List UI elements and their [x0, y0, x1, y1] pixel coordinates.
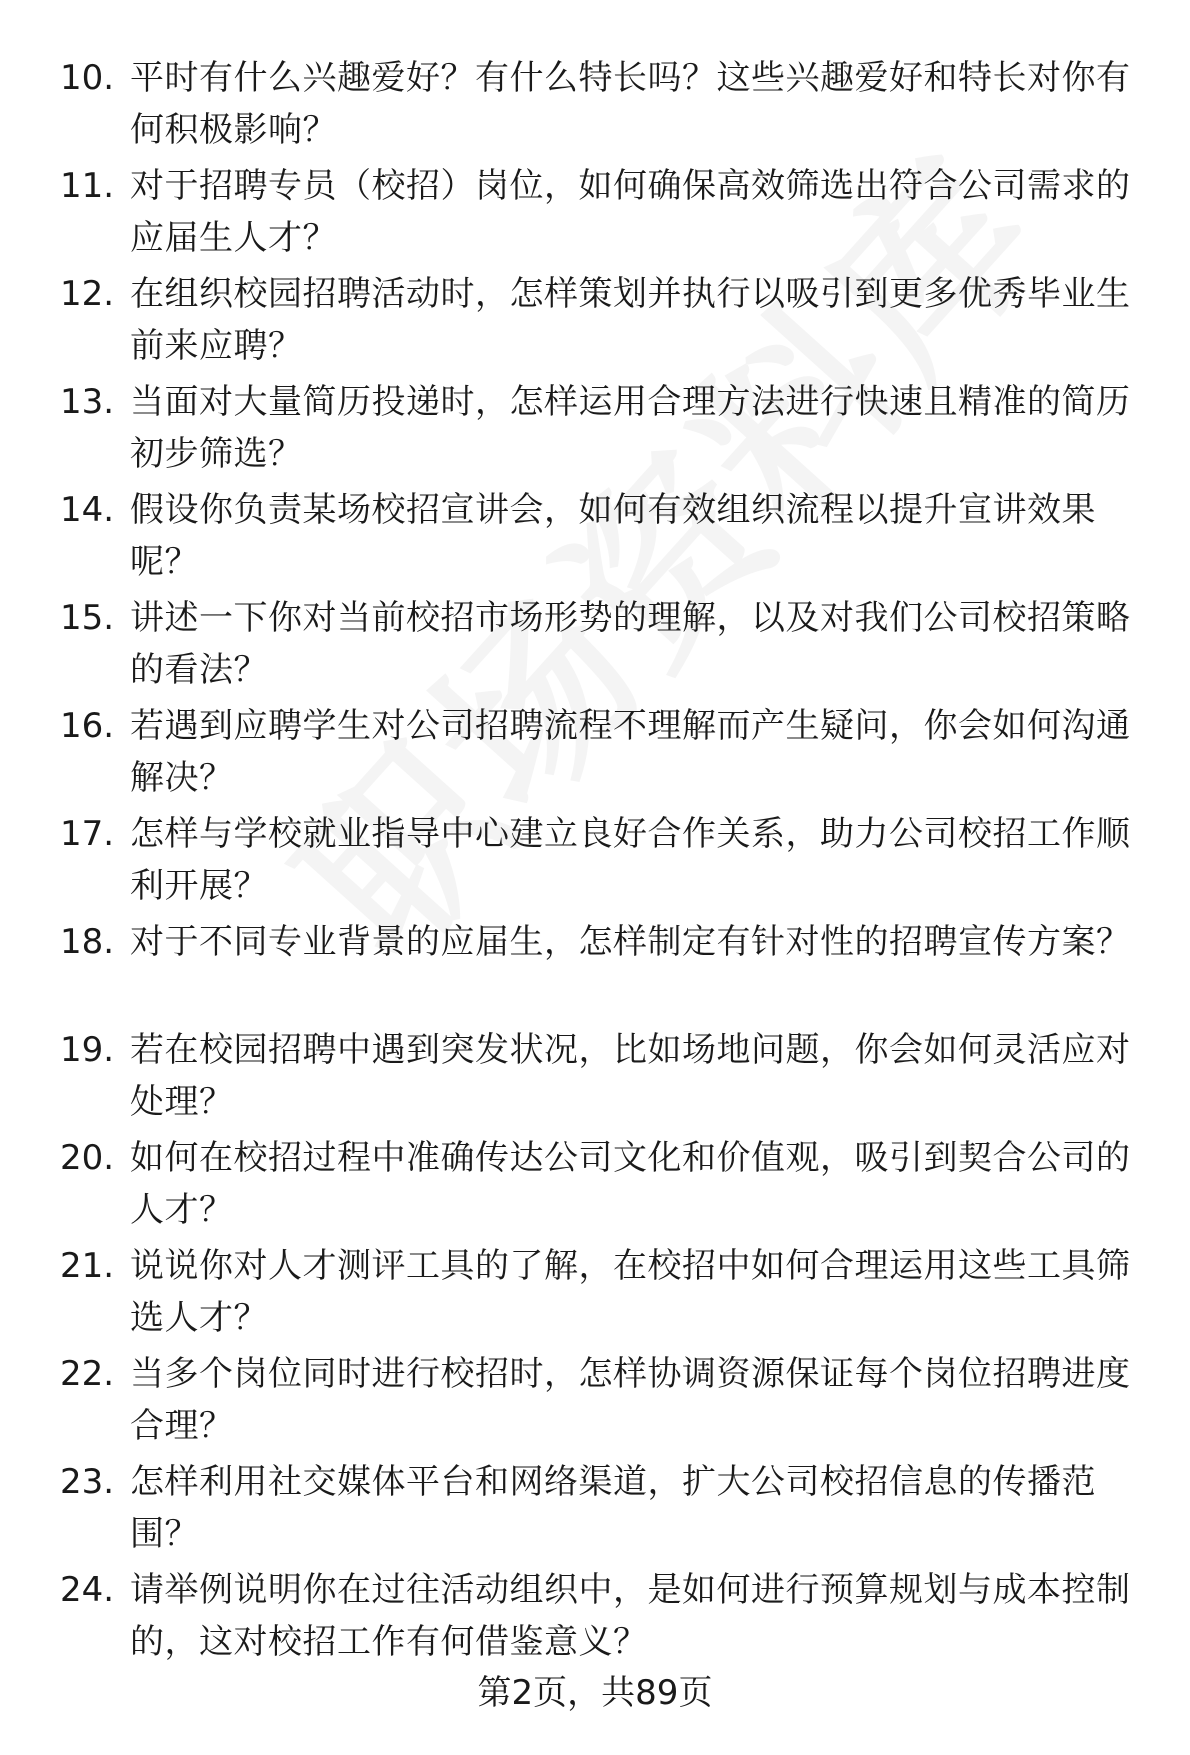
question-number: 11.	[60, 166, 115, 206]
question-item	[0, 160, 1190, 268]
question-item	[0, 52, 1190, 160]
question-item	[0, 808, 1190, 916]
question-item	[0, 700, 1190, 808]
question-item	[0, 1024, 1190, 1132]
page-number: 第2页，共89页	[477, 1673, 713, 1713]
question-number: 17.	[60, 814, 115, 854]
question-number: 18.	[60, 922, 115, 962]
question-item	[0, 1456, 1190, 1564]
question-item	[0, 1564, 1190, 1672]
question-text: 当面对大量简历投递时，怎样运用合理方法进行快速且精准的简历初步筛选？	[130, 382, 1131, 474]
question-number: 24.	[60, 1570, 115, 1610]
question-item	[0, 916, 1190, 1024]
question-text: 怎样利用社交媒体平台和网络渠道，扩大公司校招信息的传播范围？	[130, 1462, 1096, 1554]
question-item	[0, 1240, 1190, 1348]
question-item	[0, 1132, 1190, 1240]
question-item	[0, 484, 1190, 592]
question-text: 在组织校园招聘活动时，怎样策划并执行以吸引到更多优秀毕业生前来应聘？	[130, 274, 1131, 366]
question-text: 假设你负责某场校招宣讲会，如何有效组织流程以提升宣讲效果呢？	[130, 490, 1096, 582]
question-number: 10.	[60, 58, 115, 98]
question-text: 对于招聘专员（校招）岗位，如何确保高效筛选出符合公司需求的应届生人才？	[130, 166, 1131, 258]
question-text: 若遇到应聘学生对公司招聘流程不理解而产生疑问，你会如何沟通解决？	[130, 706, 1131, 798]
question-text: 对于不同专业背景的应届生，怎样制定有针对性的招聘宣传方案？	[130, 922, 1131, 962]
question-number: 20.	[60, 1138, 115, 1178]
question-text: 若在校园招聘中遇到突发状况，比如场地问题，你会如何灵活应对处理？	[130, 1030, 1131, 1122]
question-list	[0, 52, 1190, 1672]
question-number: 15.	[60, 598, 115, 638]
question-number: 21.	[60, 1246, 115, 1286]
question-number: 19.	[60, 1030, 115, 1070]
question-text: 当多个岗位同时进行校招时，怎样协调资源保证每个岗位招聘进度合理？	[130, 1354, 1131, 1446]
question-text: 如何在校招过程中准确传达公司文化和价值观，吸引到契合公司的人才？	[130, 1138, 1131, 1230]
question-number: 13.	[60, 382, 115, 422]
question-item	[0, 376, 1190, 484]
question-text: 请举例说明你在过往活动组织中，是如何进行预算规划与成本控制的，这对校招工作有何借鉴意义？	[130, 1570, 1131, 1662]
question-item	[0, 268, 1190, 376]
question-number: 14.	[60, 490, 115, 530]
question-item	[0, 1348, 1190, 1456]
question-item	[0, 592, 1190, 700]
question-number: 22.	[60, 1354, 115, 1394]
question-text: 怎样与学校就业指导中心建立良好合作关系，助力公司校招工作顺利开展？	[130, 814, 1131, 906]
question-number: 12.	[60, 274, 115, 314]
question-text: 平时有什么兴趣爱好？有什么特长吗？这些兴趣爱好和特长对你有何积极影响？	[130, 58, 1131, 150]
question-number: 23.	[60, 1462, 115, 1502]
question-text: 说说你对人才测评工具的了解，在校招中如何合理运用这些工具筛选人才？	[130, 1246, 1131, 1338]
question-number: 16.	[60, 706, 115, 746]
question-text: 讲述一下你对当前校招市场形势的理解，以及对我们公司校招策略的看法？	[130, 598, 1131, 690]
